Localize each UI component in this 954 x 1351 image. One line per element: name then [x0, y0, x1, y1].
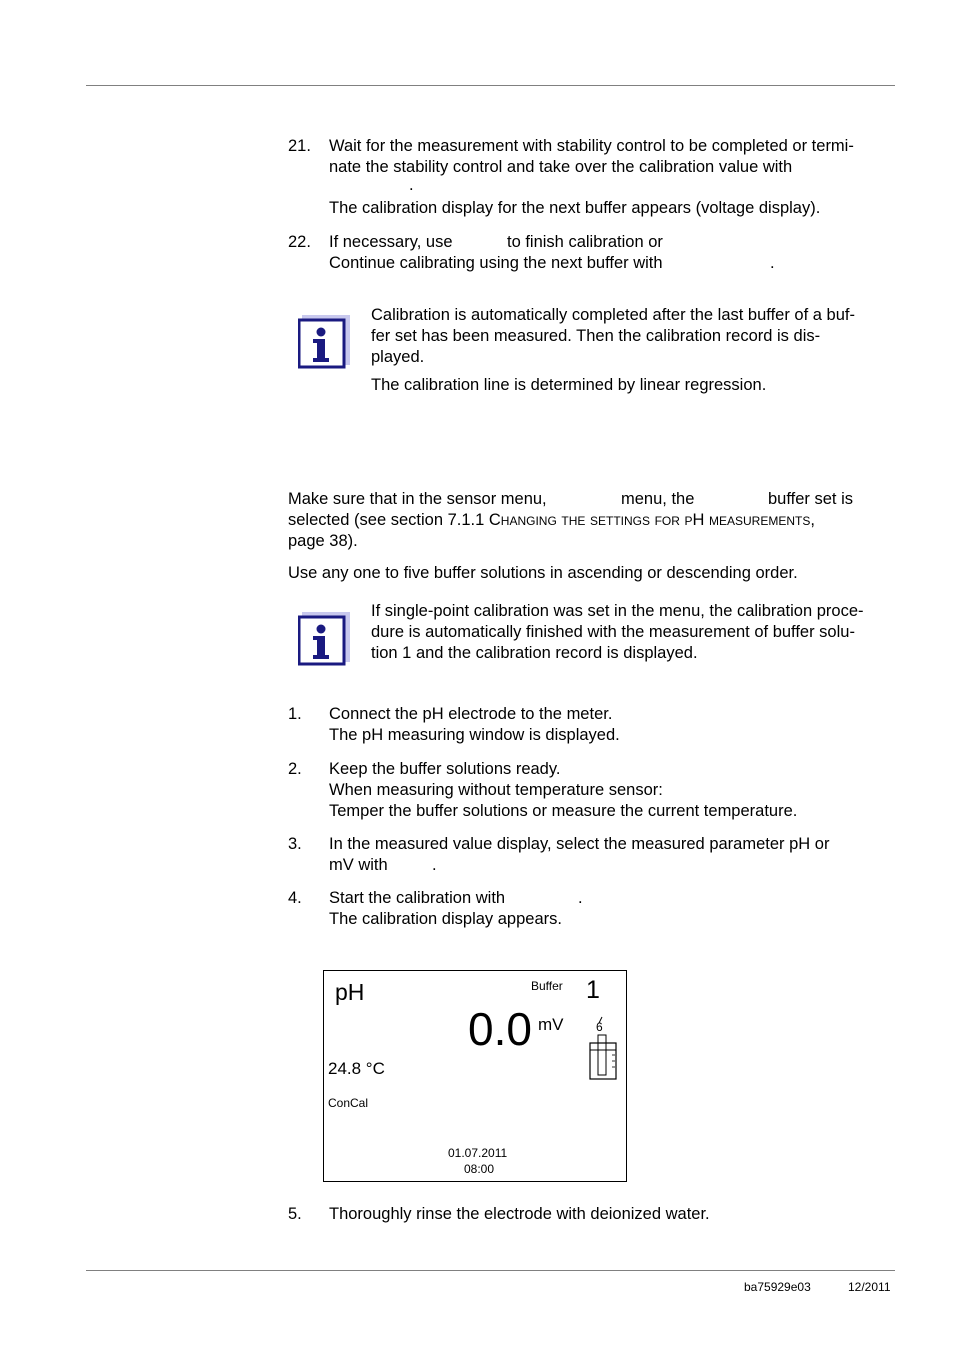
step-number: 5.: [288, 1205, 302, 1223]
step-text: Temper the buffer solutions or measure the current temperature.: [329, 802, 798, 820]
note-text: played.: [371, 348, 425, 366]
step-text: .: [578, 889, 583, 907]
footer-rule: [86, 1270, 895, 1271]
step-number: 4.: [288, 889, 302, 907]
info-icon: [298, 315, 350, 369]
note-text: The calibration line is determined by linear regression.: [371, 376, 767, 394]
display-buffer-number: 1: [586, 976, 600, 1004]
step-text: Start the calibration with: [329, 889, 506, 907]
meter-display: [323, 970, 627, 1182]
display-unit: mV: [538, 1015, 564, 1034]
step-text: Keep the buffer solutions ready.: [329, 760, 561, 778]
step-text: The pH measuring window is displayed.: [329, 726, 620, 744]
step-text: Connect the pH electrode to the meter.: [329, 705, 613, 723]
step-text: In the measured value display, select the measured parameter pH or: [329, 835, 830, 853]
intro-text: Make sure that in the sensor menu,: [288, 490, 547, 508]
footer-doc-id: ba75929e03: [744, 1280, 811, 1294]
display-method: ConCal: [328, 1096, 369, 1110]
intro-text-part: selected (see section 7.1.1: [288, 511, 485, 529]
intro-text: Use any one to five buffer solutions in ascending or descending order.: [288, 564, 798, 582]
step-text: .: [770, 254, 775, 272]
note-text: tion 1 and the calibration record is displayed.: [371, 644, 698, 662]
intro-text-part: ,: [810, 511, 815, 529]
step-text: nate the stability control and take over the calibration value with: [329, 158, 793, 176]
step-text: to finish calibration or: [507, 233, 663, 251]
step-text: mV with: [329, 856, 388, 874]
display-time: 08:00: [464, 1162, 495, 1176]
intro-text: page 38).: [288, 532, 358, 550]
footer-date: 12/2011: [848, 1280, 891, 1294]
display-date: 01.07.2011: [448, 1146, 508, 1160]
intro-text: menu, the: [621, 490, 695, 508]
step-number: 3.: [288, 835, 302, 853]
step-text: The calibration display appears.: [329, 910, 562, 928]
step-number: 22.: [288, 233, 311, 251]
header-rule: [86, 85, 895, 86]
note-text: dure is automatically finished with the measurement of buffer solu-: [371, 623, 855, 641]
beaker-electrode-icon: [588, 1015, 620, 1081]
step-number: 21.: [288, 137, 311, 155]
display-buffer-label: Buffer: [531, 979, 563, 993]
intro-text: [288, 510, 815, 531]
step-text: .: [409, 176, 414, 194]
step-text: Thoroughly rinse the electrode with deionized water.: [329, 1205, 710, 1223]
step-text: If necessary, use: [329, 233, 453, 251]
display-value: 0.0: [468, 1003, 532, 1055]
note-text: Calibration is automatically completed after the last buffer of a buf-: [371, 306, 855, 324]
step-text: Continue calibrating using the next buffer with: [329, 254, 663, 272]
step-number: 1.: [288, 705, 302, 723]
display-parameter: pH: [335, 979, 365, 1005]
info-icon: [298, 612, 350, 666]
step-number: 2.: [288, 760, 302, 778]
step-text: When measuring without temperature sensor:: [329, 781, 663, 799]
note-text: fer set has been measured. Then the calibration record is dis-: [371, 327, 821, 345]
beaker-digit: 6: [596, 1020, 603, 1034]
display-temperature: 24.8 °C: [328, 1059, 385, 1078]
step-text: Wait for the measurement with stability control to be completed or termi-: [329, 137, 854, 155]
section-reference: Changing the settings for pH measurements: [488, 511, 811, 529]
step-text: .: [432, 856, 437, 874]
step-text: The calibration display for the next buffer appears (voltage display).: [329, 199, 821, 217]
note-text: If single-point calibration was set in the menu, the calibration proce-: [371, 602, 864, 620]
intro-text: buffer set is: [768, 490, 853, 508]
